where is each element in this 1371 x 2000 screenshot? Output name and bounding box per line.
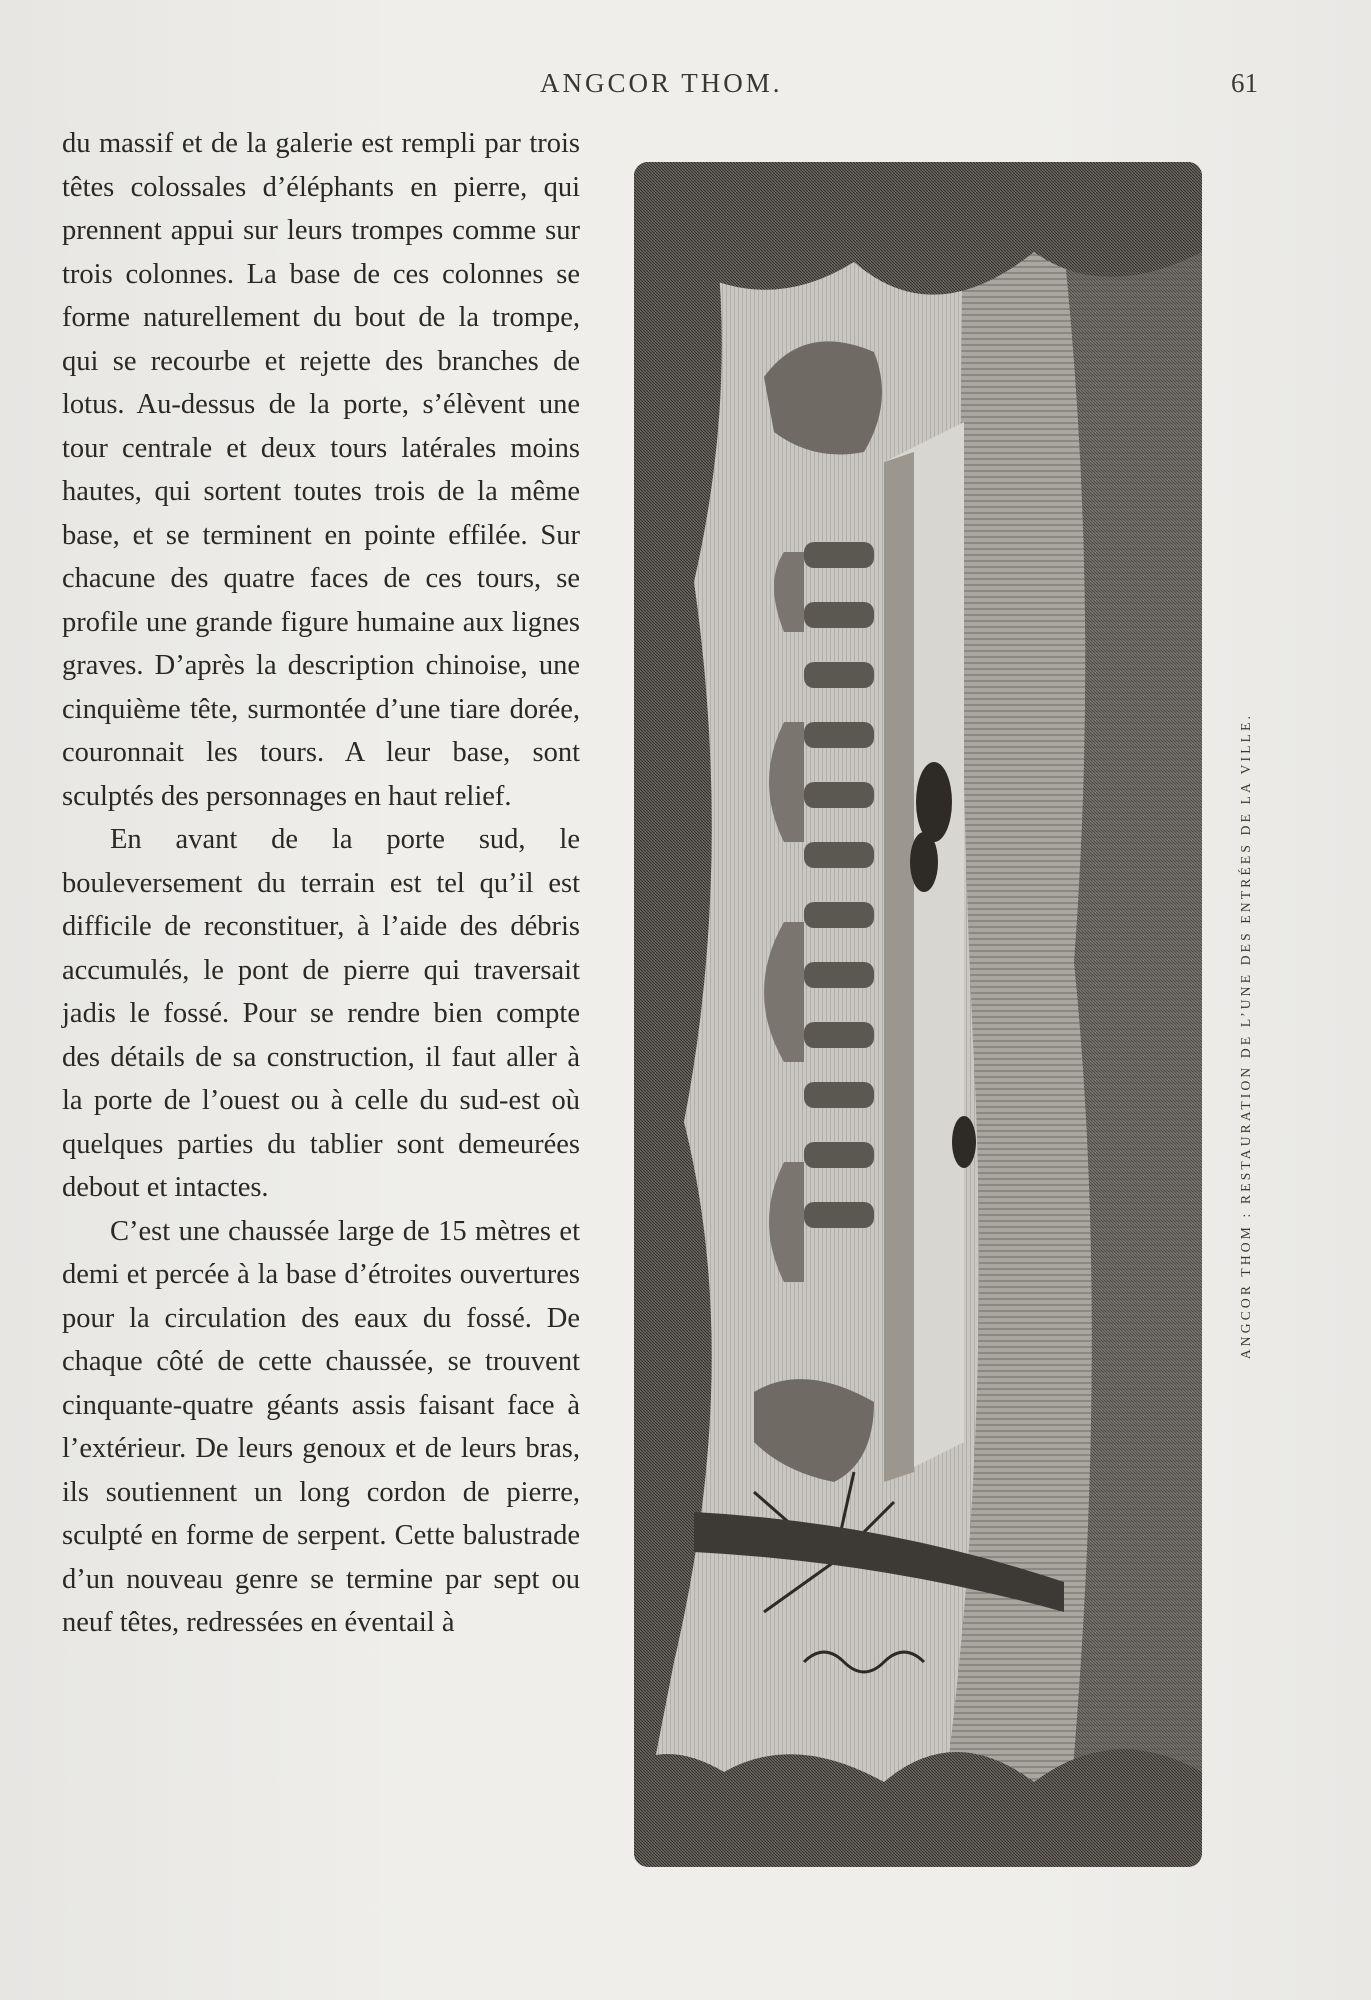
running-header (0, 68, 1371, 108)
running-title: ANGCOR THOM. (540, 68, 783, 98)
figure-caption (1236, 696, 1256, 1376)
page-number: 61 (1231, 68, 1258, 98)
paragraph-2: En avant de la porte sud, le bouleversement du terrain est tel qu’il est difficile de reconstituer, à l’aide des débris accumulés, le pont de pierre qui traversait jadis le fossé. Pour se rendre bien compte des détails de sa construction, il faut aller à la porte de l’ouest ou à celle du sud-est où quelques parties du tablier sont demeurées debout et intactes. (62, 824, 580, 1203)
paragraph-1: du massif et de la galerie est rempli par trois têtes colossales d’éléphants en pierre, qui prennent appui sur leurs trompes comme sur trois colonnes. La base de ces colonnes se forme naturellement du bout de la trompe, qui se recourbe et rejette des branches de lotus. Au-dessus de la porte, s’élèvent une tour centrale et deux tours latérales moins hautes, qui sortent toutes trois de la même base, et se terminent en pointe effilée. Sur chacune des quatre faces de ces tours, se profile une grande figure humaine aux lignes graves. D’après la description chinoise, une cinquième tête, surmontée d’une tiare dorée, couronnait les tours. A leur base, sont sculptés des personnages en haut relief. (62, 128, 580, 812)
engraving-drawing (634, 162, 1202, 1867)
paragraph-3: C’est une chaussée large de 15 mètres et demi et percée à la base d’étroites ouvertures pour la circulation des eaux du fossé. De chaque côté de cette chaussée, se trouvent cinquante-quatre géants assis faisant face à l’extérieur. De leurs genoux et de leurs bras, ils soutiennent un long cordon de pierre, sculpté en forme de serpent. Cette balustrade d’un nouveau genre se termine par sept ou neuf têtes, redressées en éventail à (62, 1215, 580, 1638)
engraving-illustration (634, 162, 1202, 1867)
figure-caption-text: ANGCOR THOM : RESTAURATION DE L’UNE DES ENTRÉES DE LA VILLE. (1238, 712, 1253, 1360)
text-column (62, 122, 580, 1645)
